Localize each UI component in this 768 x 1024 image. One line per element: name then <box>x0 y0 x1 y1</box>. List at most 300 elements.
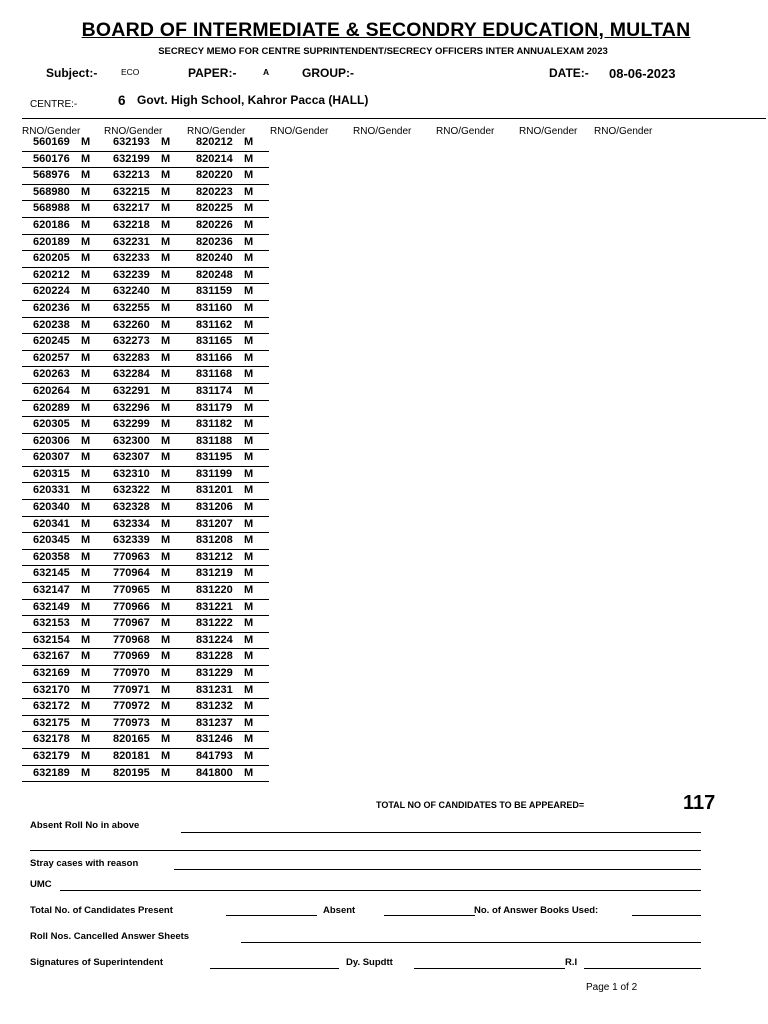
table-row <box>185 483 269 500</box>
table-row <box>22 334 106 351</box>
paper-label: PAPER:- <box>188 66 237 80</box>
roll-number: 620289 <box>33 401 70 414</box>
gender: M <box>244 550 254 563</box>
gender: M <box>81 318 91 331</box>
dy-supdtt-line[interactable] <box>414 968 565 969</box>
centre-name: Govt. High School, Kahror Pacca (HALL) <box>137 93 369 107</box>
gender: M <box>244 218 254 231</box>
table-row <box>185 500 269 517</box>
table-row <box>102 467 186 484</box>
table-row <box>22 699 106 716</box>
table-row <box>102 600 186 617</box>
table-row <box>102 284 186 301</box>
table-row <box>185 583 269 600</box>
table-row <box>22 616 106 633</box>
absent-roll-line-2[interactable] <box>30 850 701 851</box>
roll-number: 632300 <box>113 434 150 447</box>
roll-number: 831206 <box>196 501 233 514</box>
table-row <box>185 450 269 467</box>
roll-number: 568976 <box>33 169 70 182</box>
gender: M <box>81 252 91 265</box>
table-row <box>22 467 106 484</box>
absent-line[interactable] <box>384 915 475 916</box>
table-row <box>185 268 269 285</box>
roll-number: 620341 <box>33 517 70 530</box>
gender: M <box>81 401 91 414</box>
roll-number: 831199 <box>196 467 233 480</box>
roll-number: 620358 <box>33 550 70 563</box>
table-row <box>22 732 106 749</box>
table-row <box>102 135 186 152</box>
roll-number: 620307 <box>33 451 70 464</box>
gender: M <box>81 749 91 762</box>
roll-number: 632322 <box>113 484 150 497</box>
roll-number: 770967 <box>113 617 150 630</box>
gender: M <box>244 584 254 597</box>
gender: M <box>81 683 91 696</box>
table-row <box>22 268 106 285</box>
table-row <box>22 716 106 733</box>
gender: M <box>81 650 91 663</box>
gender: M <box>161 301 171 314</box>
gender: M <box>161 716 171 729</box>
roll-number: 620245 <box>33 335 70 348</box>
roll-number: 770964 <box>113 567 150 580</box>
gender: M <box>244 252 254 265</box>
roll-number: 632193 <box>113 136 150 148</box>
roll-number: 568988 <box>33 202 70 215</box>
total-present-label: Total No. of Candidates Present <box>30 905 173 916</box>
roll-number: 632239 <box>113 268 150 281</box>
roll-number: 560169 <box>33 136 70 148</box>
gender: M <box>81 335 91 348</box>
table-row <box>102 318 186 335</box>
gender: M <box>81 584 91 597</box>
table-row <box>102 251 186 268</box>
subject-label: Subject:- <box>46 66 98 80</box>
roll-number: 632260 <box>113 318 150 331</box>
gender: M <box>244 318 254 331</box>
subject-value: ECO <box>121 67 140 77</box>
stray-cases-line[interactable] <box>174 869 701 870</box>
total-candidates-label: TOTAL NO OF CANDIDATES TO BE APPEARED= <box>376 800 585 810</box>
gender: M <box>81 467 91 480</box>
table-row <box>185 766 269 783</box>
gender: M <box>81 550 91 563</box>
memo-subtitle: SECRECY MEMO FOR CENTRE SUPRINTENDENT/SECRECY OFFICERS INTER ANNUALEXAM 2023 <box>158 46 608 57</box>
gender: M <box>244 600 254 613</box>
table-row <box>102 566 186 583</box>
table-row <box>185 185 269 202</box>
roll-number: 632213 <box>113 169 150 182</box>
column-header: RNO/Gender <box>594 126 653 137</box>
table-row <box>102 334 186 351</box>
table-row <box>185 616 269 633</box>
roll-number: 831179 <box>196 401 233 414</box>
gender: M <box>81 268 91 281</box>
gender: M <box>81 534 91 547</box>
table-row <box>185 318 269 335</box>
gender: M <box>161 550 171 563</box>
gender: M <box>244 667 254 679</box>
roll-number: 620345 <box>33 534 70 547</box>
table-row <box>102 301 186 318</box>
gender: M <box>161 202 171 215</box>
gender: M <box>244 185 254 198</box>
roll-number: 632154 <box>33 633 70 646</box>
table-row <box>22 450 106 467</box>
gender: M <box>161 650 171 663</box>
signature-superintendent-label: Signatures of Superintendent <box>30 957 164 968</box>
roll-number: 632283 <box>113 351 150 364</box>
roll-number: 820165 <box>113 733 150 746</box>
gender: M <box>161 318 171 331</box>
gender: M <box>244 202 254 215</box>
gender: M <box>161 285 171 298</box>
table-row <box>102 483 186 500</box>
roll-number: 632328 <box>113 501 150 514</box>
table-row <box>102 550 186 567</box>
table-row <box>102 517 186 534</box>
gender: M <box>81 218 91 231</box>
table-row <box>185 284 269 301</box>
date-label: DATE:- <box>549 66 589 80</box>
gender: M <box>81 368 91 381</box>
gender: M <box>81 617 91 630</box>
gender: M <box>244 534 254 547</box>
gender: M <box>81 567 91 580</box>
gender: M <box>81 484 91 497</box>
roll-number: 831237 <box>196 716 233 729</box>
roll-number: 831224 <box>196 633 233 646</box>
roll-number: 820226 <box>196 218 233 231</box>
gender: M <box>81 136 91 148</box>
gender: M <box>161 401 171 414</box>
column-header: RNO/Gender <box>187 126 246 137</box>
roll-number: 620331 <box>33 484 70 497</box>
gender: M <box>81 451 91 464</box>
centre-number: 6 <box>118 93 126 108</box>
absent-roll-line[interactable] <box>181 832 701 833</box>
gender: M <box>161 683 171 696</box>
roll-number: 770966 <box>113 600 150 613</box>
ri-line[interactable] <box>584 968 701 969</box>
gender: M <box>81 517 91 530</box>
gender: M <box>81 700 91 713</box>
column-header: RNO/Gender <box>519 126 578 137</box>
table-row <box>22 284 106 301</box>
roll-number: 632147 <box>33 584 70 597</box>
roll-number: 632284 <box>113 368 150 381</box>
gender: M <box>161 501 171 514</box>
roll-number: 632217 <box>113 202 150 215</box>
table-row <box>185 533 269 550</box>
column-header: RNO/Gender <box>104 126 163 137</box>
stray-cases-label: Stray cases with reason <box>30 858 139 869</box>
date-value: 08-06-2023 <box>609 66 676 81</box>
gender: M <box>161 434 171 447</box>
gender: M <box>244 683 254 696</box>
gender: M <box>81 501 91 514</box>
roll-number: 831182 <box>196 418 233 431</box>
roll-number: 841793 <box>196 749 233 762</box>
roll-number: 632175 <box>33 716 70 729</box>
roll-number: 831228 <box>196 650 233 663</box>
roll-column-1 <box>22 135 106 782</box>
gender: M <box>81 169 91 182</box>
roll-number: 831188 <box>196 434 233 447</box>
roll-number: 831232 <box>196 700 233 713</box>
gender: M <box>81 301 91 314</box>
roll-number: 632178 <box>33 733 70 746</box>
gender: M <box>161 368 171 381</box>
gender: M <box>81 434 91 447</box>
roll-number: 831168 <box>196 368 233 381</box>
roll-number: 632273 <box>113 335 150 348</box>
table-row <box>102 633 186 650</box>
roll-number: 831219 <box>196 567 233 580</box>
table-row <box>102 732 186 749</box>
gender: M <box>244 335 254 348</box>
table-row <box>102 766 186 783</box>
roll-number: 620306 <box>33 434 70 447</box>
roll-number: 770963 <box>113 550 150 563</box>
table-row <box>102 500 186 517</box>
table-row <box>185 683 269 700</box>
roll-number: 770972 <box>113 700 150 713</box>
roll-number: 632240 <box>113 285 150 298</box>
roll-number: 820195 <box>113 766 150 779</box>
answer-books-line[interactable] <box>632 915 701 916</box>
table-row <box>185 251 269 268</box>
roll-number: 632291 <box>113 384 150 397</box>
roll-number: 620263 <box>33 368 70 381</box>
roll-number: 632334 <box>113 517 150 530</box>
ri-label: R.I <box>565 957 578 968</box>
roll-column-2 <box>102 135 186 782</box>
page-number: Page 1 of 2 <box>586 982 638 993</box>
roll-number: 841800 <box>196 766 233 779</box>
table-row <box>185 301 269 318</box>
roll-number: 831207 <box>196 517 233 530</box>
table-row <box>22 367 106 384</box>
table-row <box>22 766 106 783</box>
gender: M <box>244 301 254 314</box>
table-row <box>22 251 106 268</box>
table-row <box>22 351 106 368</box>
gender: M <box>161 252 171 265</box>
gender: M <box>161 268 171 281</box>
cancelled-line[interactable] <box>241 942 701 943</box>
roll-number: 820223 <box>196 185 233 198</box>
roll-number: 770970 <box>113 667 150 679</box>
header-divider <box>22 118 766 119</box>
gender: M <box>244 268 254 281</box>
roll-number: 632299 <box>113 418 150 431</box>
table-row <box>185 235 269 252</box>
column-header: RNO/Gender <box>353 126 412 137</box>
roll-number: 831212 <box>196 550 233 563</box>
gender: M <box>161 152 171 165</box>
gender: M <box>81 667 91 679</box>
table-row <box>185 517 269 534</box>
gender: M <box>81 384 91 397</box>
signature-superintendent-line[interactable] <box>210 968 339 969</box>
gender: M <box>161 418 171 431</box>
group-label: GROUP:- <box>302 66 354 80</box>
gender: M <box>161 451 171 464</box>
table-row <box>185 135 269 152</box>
gender: M <box>244 766 254 779</box>
table-row <box>102 201 186 218</box>
gender: M <box>161 517 171 530</box>
table-row <box>185 218 269 235</box>
table-row <box>22 633 106 650</box>
gender: M <box>244 567 254 580</box>
table-row <box>102 616 186 633</box>
gender: M <box>244 733 254 746</box>
board-title: BOARD OF INTERMEDIATE & SECONDRY EDUCATION, MULTAN <box>81 19 691 41</box>
roll-column-3 <box>185 135 269 782</box>
table-row <box>102 699 186 716</box>
absent-roll-label: Absent Roll No in above <box>30 820 140 831</box>
roll-number: 770968 <box>113 633 150 646</box>
table-row <box>102 367 186 384</box>
gender: M <box>161 567 171 580</box>
table-row <box>22 152 106 169</box>
gender: M <box>161 384 171 397</box>
roll-number: 632255 <box>113 301 150 314</box>
gender: M <box>244 136 254 148</box>
table-row <box>22 401 106 418</box>
table-row <box>185 434 269 451</box>
roll-number: 632215 <box>113 185 150 198</box>
roll-number: 831229 <box>196 667 233 679</box>
table-row <box>185 417 269 434</box>
gender: M <box>244 401 254 414</box>
table-row <box>102 168 186 185</box>
gender: M <box>244 285 254 298</box>
roll-number: 831166 <box>196 351 233 364</box>
gender: M <box>244 716 254 729</box>
table-row <box>22 434 106 451</box>
gender: M <box>81 285 91 298</box>
gender: M <box>161 733 171 746</box>
gender: M <box>244 152 254 165</box>
table-row <box>102 533 186 550</box>
table-row <box>102 649 186 666</box>
table-row <box>185 152 269 169</box>
gender: M <box>161 600 171 613</box>
roll-number: 632218 <box>113 218 150 231</box>
roll-number: 820212 <box>196 136 233 148</box>
table-row <box>185 749 269 766</box>
absent-label: Absent <box>323 905 356 916</box>
gender: M <box>161 700 171 713</box>
gender: M <box>81 716 91 729</box>
answer-books-label: No. of Answer Books Used: <box>474 905 599 916</box>
roll-number: 632310 <box>113 467 150 480</box>
table-row <box>185 401 269 418</box>
roll-number: 620315 <box>33 467 70 480</box>
gender: M <box>161 218 171 231</box>
gender: M <box>161 335 171 348</box>
gender: M <box>161 534 171 547</box>
roll-number: 770969 <box>113 650 150 663</box>
gender: M <box>161 749 171 762</box>
roll-number: 770971 <box>113 683 150 696</box>
roll-number: 620238 <box>33 318 70 331</box>
table-row <box>22 749 106 766</box>
gender: M <box>81 600 91 613</box>
gender: M <box>244 451 254 464</box>
table-row <box>22 566 106 583</box>
gender: M <box>161 136 171 148</box>
table-row <box>102 152 186 169</box>
table-row <box>102 434 186 451</box>
table-row <box>22 185 106 202</box>
table-row <box>185 666 269 683</box>
table-row <box>102 268 186 285</box>
total-present-line[interactable] <box>226 915 317 916</box>
table-row <box>185 732 269 749</box>
table-row <box>102 666 186 683</box>
paper-value: A <box>263 67 270 77</box>
table-row <box>185 699 269 716</box>
table-row <box>22 600 106 617</box>
roll-number: 620236 <box>33 301 70 314</box>
column-header: RNO/Gender <box>436 126 495 137</box>
gender: M <box>161 467 171 480</box>
roll-number: 831160 <box>196 301 233 314</box>
roll-number: 820240 <box>196 252 233 265</box>
table-row <box>185 600 269 617</box>
table-row <box>22 135 106 152</box>
table-row <box>22 533 106 550</box>
roll-number: 632167 <box>33 650 70 663</box>
table-row <box>102 683 186 700</box>
roll-number: 831246 <box>196 733 233 746</box>
roll-number: 831201 <box>196 484 233 497</box>
gender: M <box>81 351 91 364</box>
roll-number: 831165 <box>196 335 233 348</box>
table-row <box>22 649 106 666</box>
gender: M <box>244 484 254 497</box>
gender: M <box>161 185 171 198</box>
gender: M <box>81 633 91 646</box>
umc-line[interactable] <box>60 890 701 891</box>
table-row <box>102 716 186 733</box>
roll-number: 632307 <box>113 451 150 464</box>
table-row <box>185 566 269 583</box>
umc-label: UMC <box>30 879 52 890</box>
gender: M <box>81 185 91 198</box>
roll-number: 632179 <box>33 749 70 762</box>
gender: M <box>81 418 91 431</box>
roll-number: 632170 <box>33 683 70 696</box>
gender: M <box>244 617 254 630</box>
table-row <box>102 235 186 252</box>
roll-number: 620257 <box>33 351 70 364</box>
table-row <box>22 201 106 218</box>
roll-number: 820214 <box>196 152 233 165</box>
table-row <box>22 417 106 434</box>
roll-number: 620340 <box>33 501 70 514</box>
centre-label: CENTRE:- <box>30 99 78 110</box>
roll-number: 620224 <box>33 285 70 298</box>
table-row <box>22 301 106 318</box>
table-row <box>185 467 269 484</box>
